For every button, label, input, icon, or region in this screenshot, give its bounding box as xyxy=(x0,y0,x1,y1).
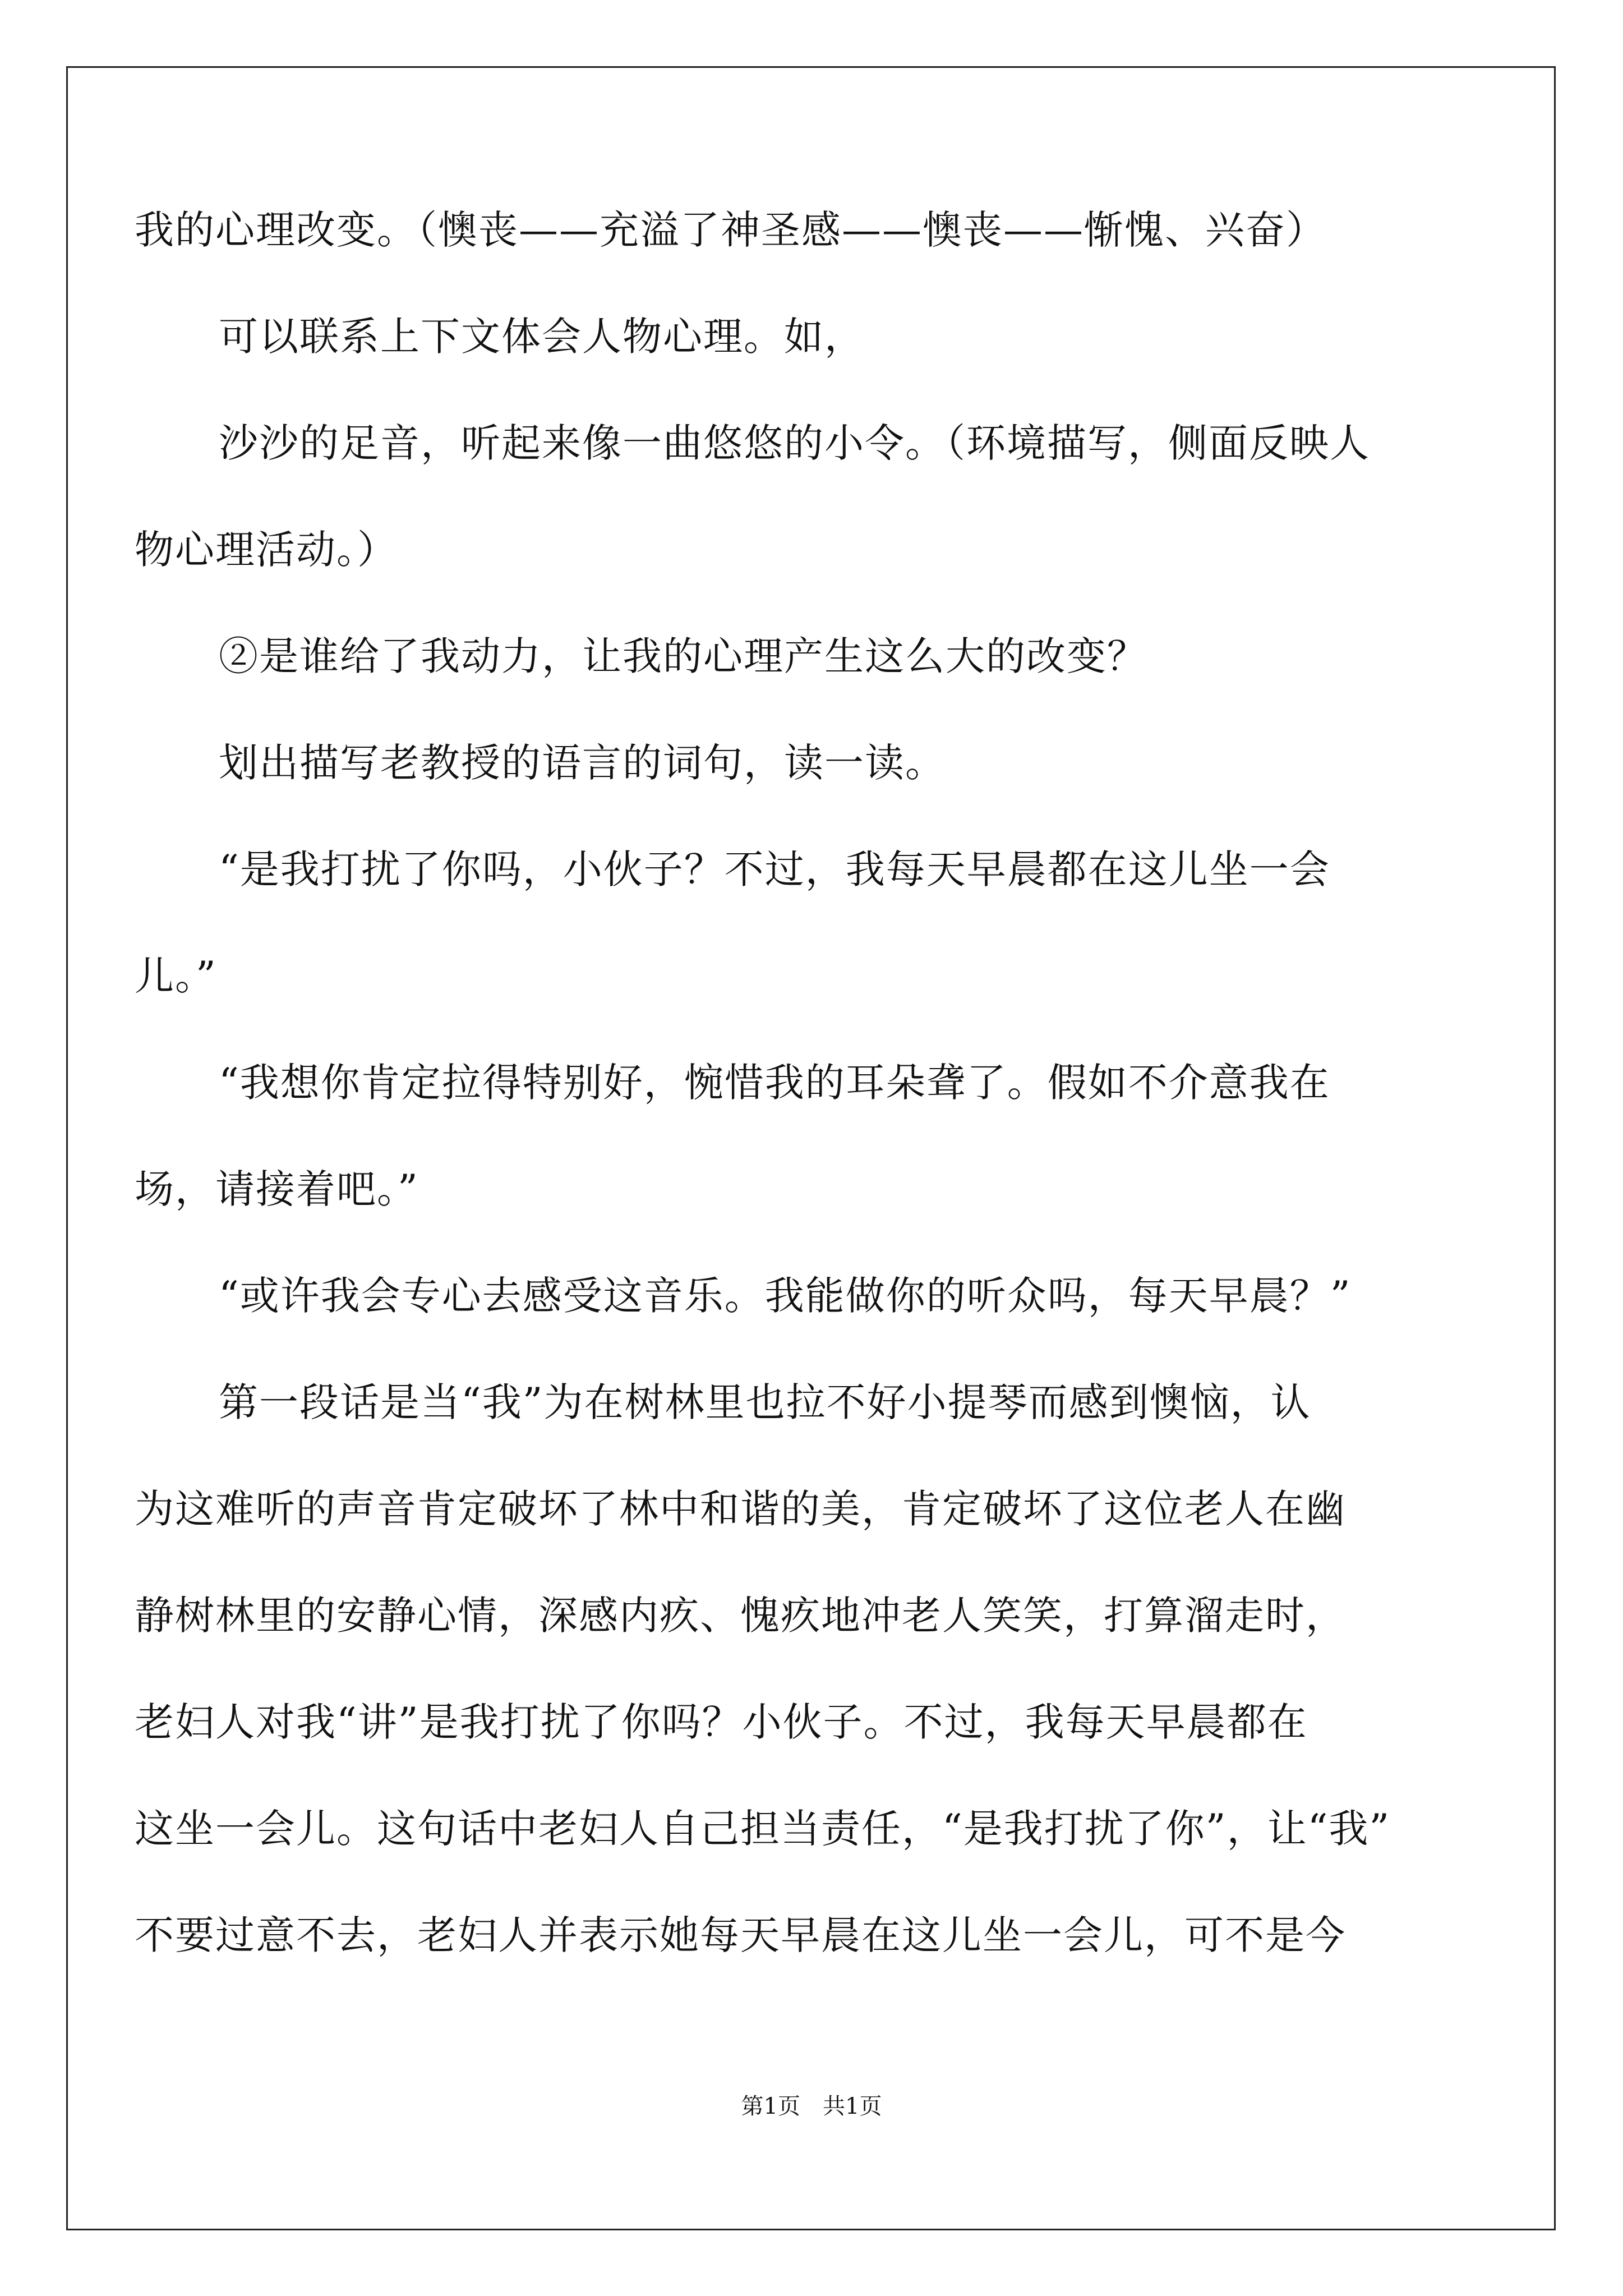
text-line: 物心理活动。） xyxy=(135,527,398,573)
text-line: 沙沙的足音，听起来像一曲悠悠的小令。（环境描写，侧面反映人 xyxy=(219,420,1370,466)
text-line: ②是谁给了我动力，让我的心理产生这么大的改变？ xyxy=(219,633,1147,679)
text-line: 不要过意不去，老妇人并表示她每天早晨在这儿坐一会儿，可不是今 xyxy=(135,1912,1346,1958)
text-line: 老妇人对我“讲”是我打扰了你吗？小伙子。不过，我每天早晨都在 xyxy=(135,1699,1308,1745)
text-line: 可以联系上下文体会人物心理。如， xyxy=(219,314,865,360)
page-footer: 第1页 共1页 xyxy=(741,2093,882,2119)
text-line: “我想你肯定拉得特别好，惋惜我的耳朵聋了。假如不介意我在 xyxy=(219,1060,1330,1106)
text-line: 划出描写老教授的语言的词句，读一读。 xyxy=(219,740,946,786)
text-line: 第一段话是当“我”为在树林里也拉不好小提琴而感到懊恼，认 xyxy=(219,1379,1311,1425)
text-line: 为这难听的声音肯定破坏了林中和谐的美，肯定破坏了这位老人在幽 xyxy=(135,1486,1346,1532)
text-line: 这坐一会儿。这句话中老妇人自己担当责任，“是我打扰了你”，让“我” xyxy=(135,1806,1391,1852)
text-line: “是我打扰了你吗，小伙子？不过，我每天早晨都在这儿坐一会 xyxy=(219,846,1330,892)
text-line: “或许我会专心去感受这音乐。我能做你的听众吗，每天早晨？” xyxy=(219,1273,1352,1319)
text-line: 儿。” xyxy=(135,953,217,999)
text-line: 静树林里的安静心情，深感内疚、愧疚地冲老人笑笑，打算溜走时， xyxy=(135,1593,1346,1639)
text-line: 场，请接着吧。” xyxy=(135,1166,419,1212)
text-line: 我的心理改变。（懊丧——充溢了神圣感——懊丧——惭愧、兴奋） xyxy=(135,207,1326,253)
page-border xyxy=(66,66,1556,2230)
